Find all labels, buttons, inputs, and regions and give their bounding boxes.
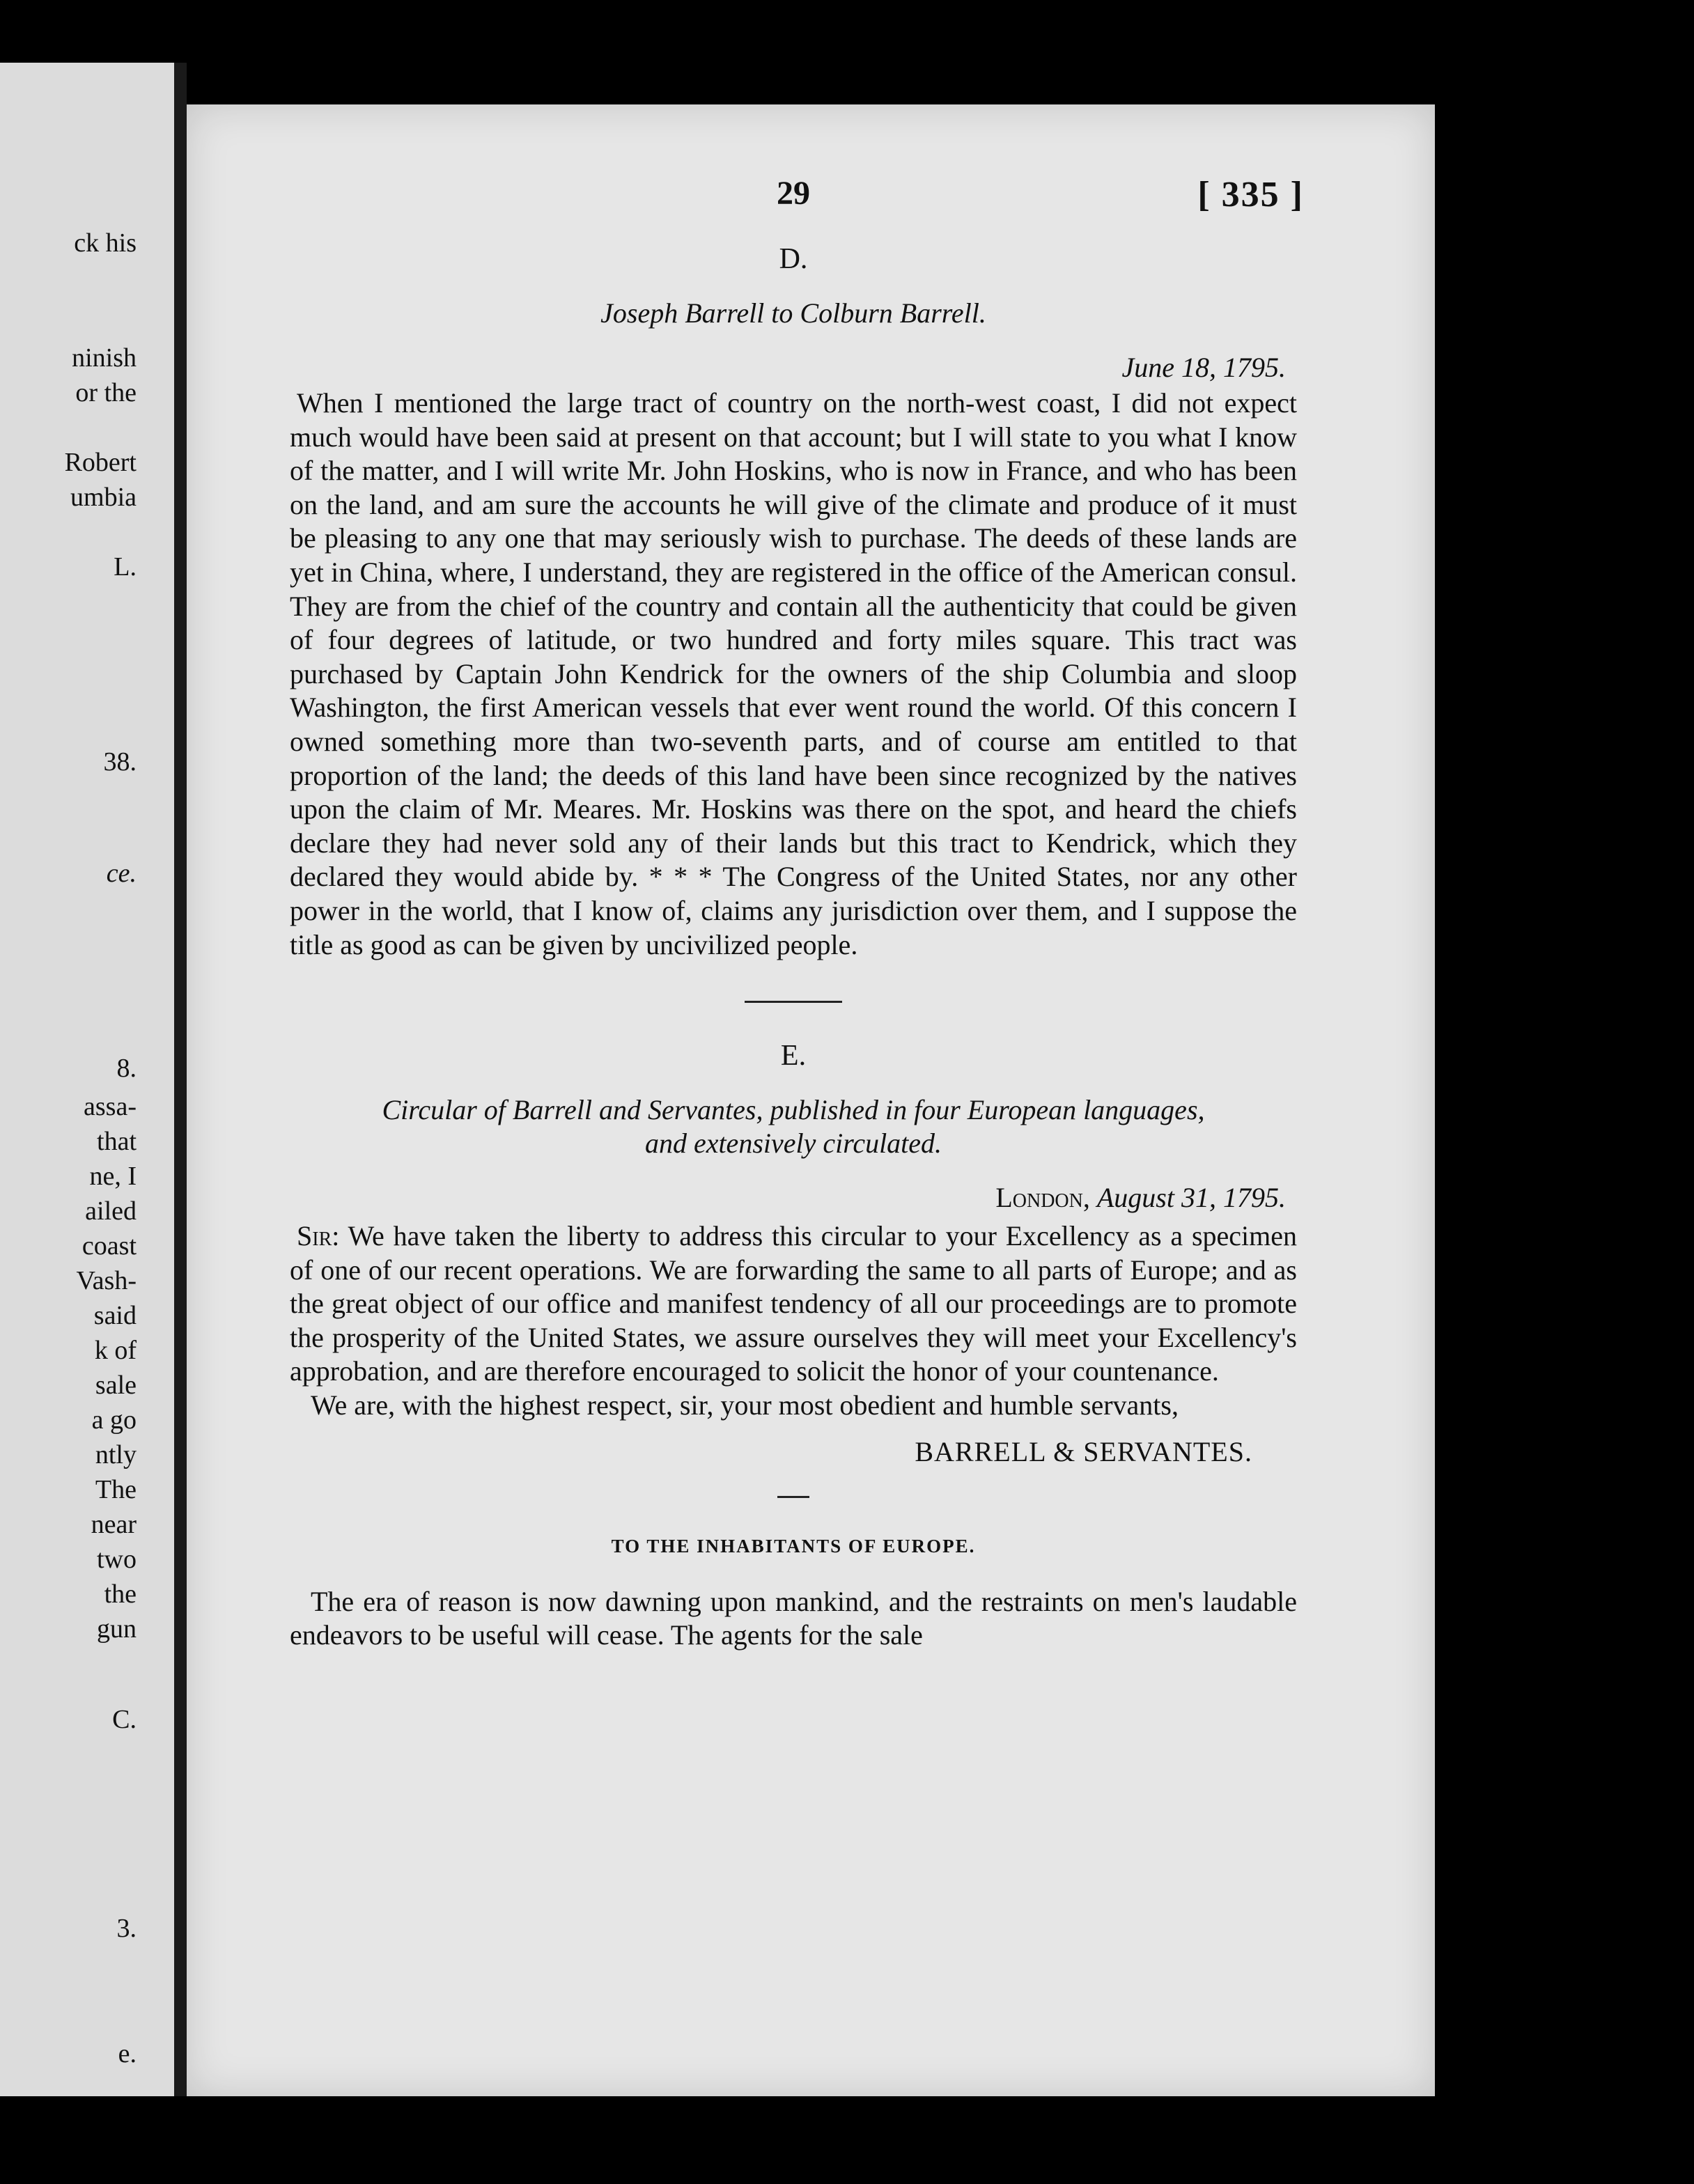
left-page-text-fragment: or the (75, 378, 137, 407)
short-divider (777, 1496, 809, 1498)
left-page-text-fragment: near (91, 1510, 137, 1539)
left-page-text-fragment: sale (95, 1371, 137, 1400)
section-e-circular-body (290, 1219, 1297, 1389)
left-page-text-fragment: the (104, 1580, 137, 1609)
section-d-date-text: June 18, 1795. (1121, 352, 1286, 383)
left-page-text-fragment: ck his (74, 228, 137, 258)
left-page-text-fragment: said (93, 1301, 137, 1330)
section-e-title (290, 1093, 1297, 1160)
address-body: The era of reason is now dawning upon mankind, and the restraints on men's laudable endeavors to be useful will cease. The agents for the sale (290, 1585, 1297, 1651)
section-divider (745, 1001, 842, 1003)
page-number: 29 (777, 175, 810, 212)
circular-closing: We are, with the highest respect, sir, your most obedient and humble servants, (311, 1389, 1179, 1421)
left-page-text-fragment: gun (97, 1614, 137, 1644)
salutation: Sir: (297, 1220, 340, 1252)
section-d-title: Joseph Barrell to Colburn Barrell. (600, 297, 986, 329)
left-page-text-fragment: umbia (70, 483, 137, 512)
section-d-date (290, 351, 1297, 384)
left-page-text-fragment: 3. (116, 1914, 137, 1943)
left-page-text-fragment: e. (118, 2039, 137, 2068)
left-page-fragment (0, 63, 174, 2096)
section-e-letter: E. (780, 1040, 807, 1072)
section-e-title-line2: and extensively circulated. (644, 1128, 942, 1160)
section-e-date-text: August 31, 1795. (1096, 1182, 1286, 1214)
left-page-text-fragment: C. (112, 1705, 137, 1734)
section-e-date-place: London, (995, 1182, 1090, 1214)
left-page-text-fragment: 38. (103, 747, 137, 777)
left-page-text-fragment: Robert (64, 448, 137, 477)
left-page-text-fragment: L. (114, 552, 137, 582)
section-e-title-line1: Circular of Barrell and Servantes, published in four European languages, (382, 1094, 1205, 1126)
left-page-text-fragment: assa- (84, 1092, 137, 1121)
left-page-text-fragment: ninish (72, 343, 137, 373)
left-page-text-fragment: Vash- (76, 1266, 137, 1295)
page-content (290, 174, 1304, 1653)
book-gutter (174, 63, 187, 2096)
document-number: [ 335 ] (1197, 175, 1304, 214)
left-page-text-fragment: ne, I (89, 1162, 137, 1191)
page-header (290, 174, 1304, 230)
left-page-text-fragment: The (95, 1475, 137, 1504)
left-page-text-fragment: that (97, 1127, 137, 1156)
left-page-text-fragment: 8. (116, 1054, 137, 1083)
circular-body-text: We have taken the liberty to address this circular to your Excellency as a specimen of one of our recent operations. We are forwarding the same to all parts of Europe; and as the great object of our office and manifest tendency of all our proceedings are to promote the prosperity of the United States, we assure ourselves they will meet your Excellency's approbation, and are therefore encouraged to solicit the honor of your countenance. (290, 1220, 1297, 1387)
section-d-letter: D. (779, 243, 808, 275)
left-page-text-fragment: ailed (85, 1196, 137, 1226)
left-page-text-fragment: two (97, 1545, 137, 1574)
left-page-text-fragment: coast (81, 1231, 137, 1261)
signature: BARRELL & SERVANTES. (915, 1435, 1252, 1467)
left-page-text-fragment: ce. (106, 859, 137, 888)
left-page-text-fragment: k of (94, 1336, 137, 1365)
left-page-text-fragment: ntly (95, 1440, 137, 1469)
section-d-letter-body: When I mentioned the large tract of country on the north-west coast, I did not expect much would have been said at present on that account; but I will state to you what I know of the matter, and I will write Mr. John Hoskins, who is now in France, and who has been on the land, and am sure the accounts he will give of the climate and produce of it must be pleasing to any one that may seriously wish to purchase. The deeds of these lands are yet in China, where, I understand, they are registered in the office of the American consul. They are from the chief of the country and contain all the authenticity that could be given of four degrees of latitude, or two hundred and forty miles square. This tract was purchased by Captain John Kendrick for the owners of the ship Columbia and sloop Washington, the first American vessels that ever went round the world. Of this concern I owned something more than two-seventh parts, and of course am entitled to that proportion of the land; the deeds of this land have been since recognized by the natives upon the claim of Mr. Meares. Mr. Hoskins was there on the spot, and heard the chiefs declare they had never sold any of their lands but this tract to Kendrick, which they declared they would abide by. * * * The Congress of the United States, nor any other power in the world, that I know of, claims any jurisdiction over them, and I suppose the title as good as can be given by uncivilized people. (290, 387, 1297, 960)
document-page (187, 104, 1435, 2096)
left-page-text-fragment: a go (91, 1405, 137, 1435)
address-heading: TO THE INHABITANTS OF EUROPE. (611, 1535, 976, 1557)
section-e-date (290, 1181, 1297, 1214)
